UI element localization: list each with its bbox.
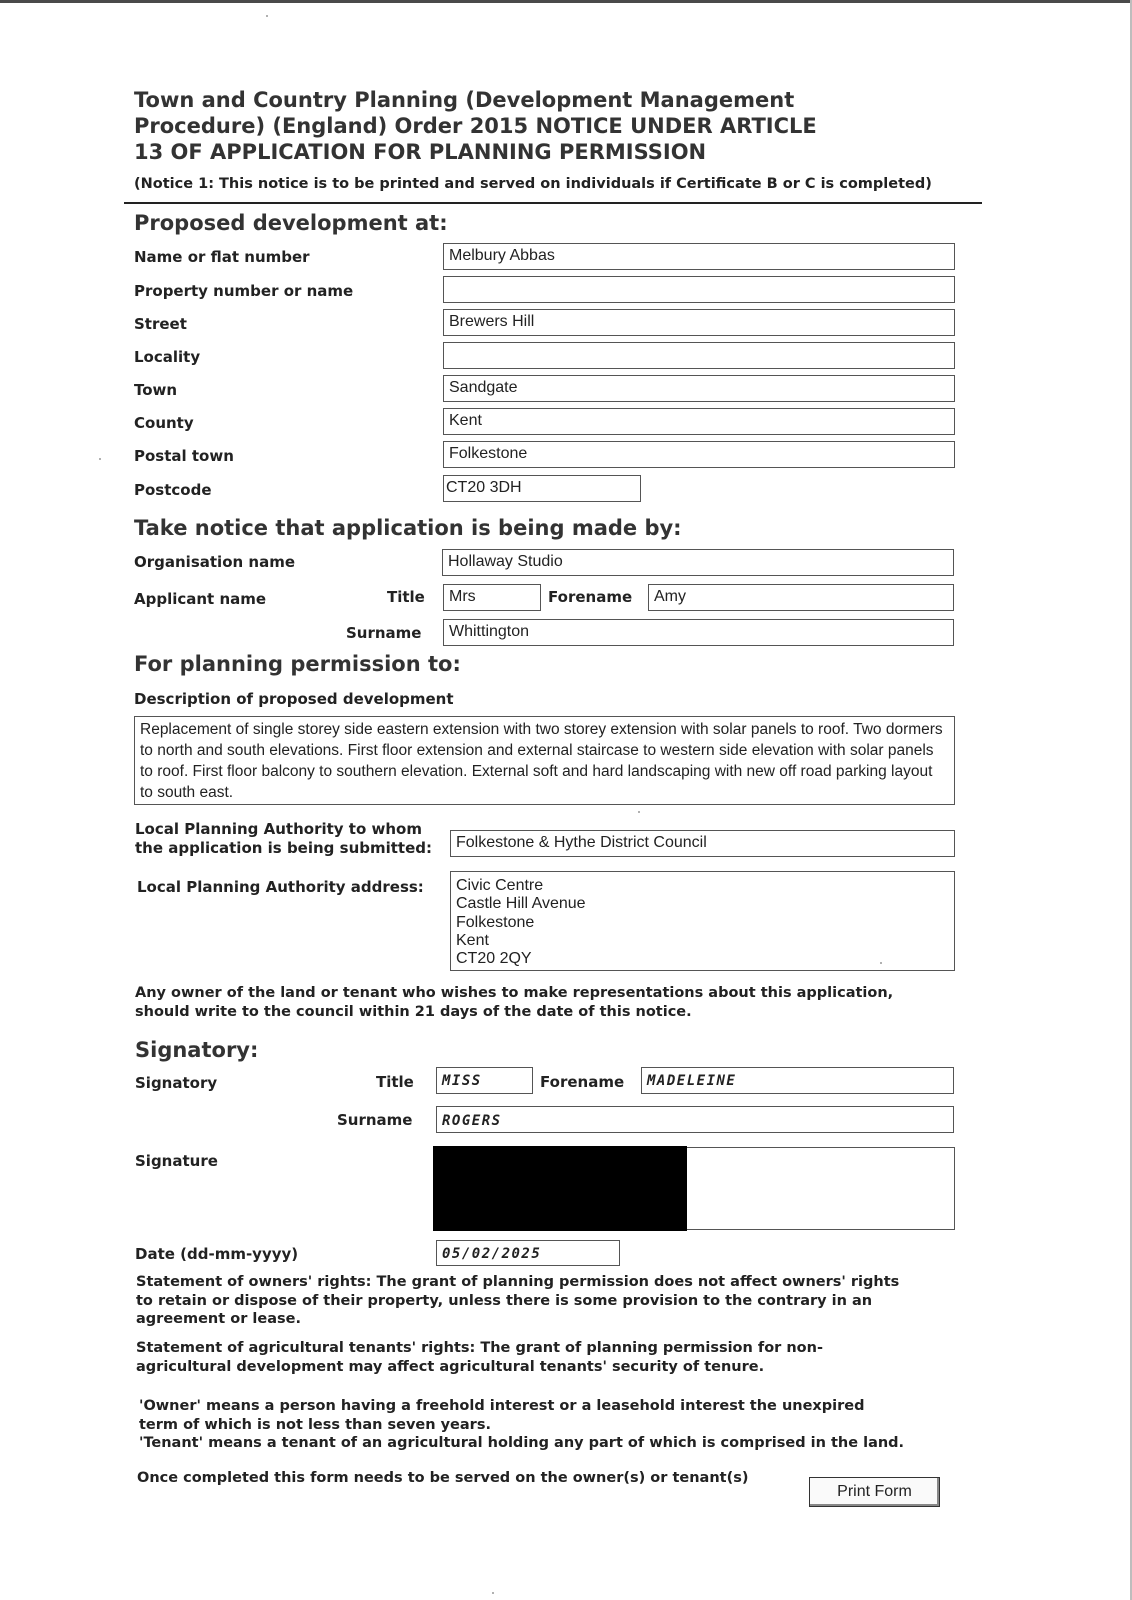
date-field[interactable]: 05/02/2025 bbox=[436, 1240, 620, 1266]
signatory-surname-field[interactable]: ROGERS bbox=[436, 1106, 954, 1133]
representations-line-2: should write to the council within 21 days of the date of this notice. bbox=[135, 1003, 692, 1020]
owners-rights-line-3: agreement or lease. bbox=[136, 1311, 301, 1327]
town-field[interactable]: Sandgate bbox=[443, 375, 955, 402]
applicant-surname-label: Surname bbox=[346, 624, 422, 642]
representations-text bbox=[135, 984, 893, 1021]
lpa-address-line-3: Folkestone bbox=[456, 913, 535, 931]
signature-redaction bbox=[433, 1146, 687, 1231]
lpa-address-line-2: Castle Hill Avenue bbox=[456, 895, 586, 913]
applicant-name-label: Applicant name bbox=[134, 590, 267, 608]
signatory-surname-label: Surname bbox=[337, 1111, 413, 1129]
form-title bbox=[134, 87, 954, 165]
scan-speck bbox=[492, 1592, 494, 1594]
title-line-1: Town and Country Planning (Development Management bbox=[134, 88, 795, 112]
signature-label: Signature bbox=[135, 1152, 218, 1170]
tenants-rights-statement bbox=[136, 1339, 823, 1376]
tenant-definition: 'Tenant' means a tenant of an agricultural holding any part of which is comprised in the land. bbox=[139, 1435, 905, 1451]
date-label: Date (dd-mm-yyyy) bbox=[135, 1245, 299, 1263]
postcode-label: Postcode bbox=[134, 481, 212, 499]
applicant-heading: Take notice that application is being made by: bbox=[134, 516, 682, 540]
scan-edge-top bbox=[0, 0, 1132, 3]
organisation-label: Organisation name bbox=[134, 553, 296, 571]
representations-line-1: Any owner of the land or tenant who wishes to make representations about this application, bbox=[135, 985, 894, 1001]
name-or-flat-label: Name or flat number bbox=[134, 248, 310, 266]
street-field[interactable]: Brewers Hill bbox=[443, 309, 955, 336]
lpa-field[interactable]: Folkestone & Hythe District Council bbox=[450, 830, 955, 857]
applicant-forename-field[interactable]: Amy bbox=[648, 584, 954, 611]
property-number-label: Property number or name bbox=[134, 282, 354, 300]
signatory-forename-label: Forename bbox=[540, 1073, 625, 1091]
description-label: Description of proposed development bbox=[134, 690, 454, 708]
owners-rights-line-2: to retain or dispose of their property, unless there is some provision to the contrary in an bbox=[136, 1292, 873, 1309]
owner-definition-line-1: 'Owner' means a person having a freehold interest or a leasehold interest the unexpired bbox=[139, 1398, 865, 1414]
locality-field[interactable] bbox=[443, 342, 955, 369]
title-line-2: Procedure) (England) Order 2015 NOTICE UNDER ARTICLE bbox=[134, 114, 817, 138]
postal-town-label: Postal town bbox=[134, 447, 234, 465]
county-field[interactable]: Kent bbox=[443, 408, 955, 435]
scan-speck bbox=[99, 458, 101, 460]
lpa-address-field[interactable] bbox=[450, 871, 955, 971]
owners-rights-line-1: Statement of owners' rights: The grant of planning permission does not affect owners' rights bbox=[136, 1274, 900, 1290]
signatory-heading: Signatory: bbox=[135, 1038, 259, 1062]
lpa-address-line-5: CT20 2QY bbox=[456, 950, 532, 968]
property-number-field[interactable] bbox=[443, 276, 955, 303]
lpa-address-line-1: Civic Centre bbox=[456, 877, 544, 894]
applicant-title-field[interactable]: Mrs bbox=[443, 584, 541, 611]
lpa-address-label: Local Planning Authority address: bbox=[137, 878, 424, 896]
county-label: County bbox=[134, 414, 194, 432]
applicant-forename-label: Forename bbox=[548, 588, 633, 606]
locality-label: Locality bbox=[134, 348, 201, 366]
lpa-address-line-4: Kent bbox=[456, 931, 489, 949]
title-line-3: 13 OF APPLICATION FOR PLANNING PERMISSION bbox=[134, 140, 707, 164]
applicant-surname-field[interactable]: Whittington bbox=[443, 619, 954, 646]
permission-heading: For planning permission to: bbox=[134, 652, 461, 676]
owner-definition-line-2: term of which is not less than seven years. bbox=[139, 1416, 491, 1433]
scan-speck bbox=[266, 15, 268, 17]
lpa-label bbox=[135, 820, 432, 858]
tenants-rights-line-2: agricultural development may affect agricultural tenants' security of tenure. bbox=[136, 1358, 765, 1375]
scan-speck bbox=[880, 962, 882, 964]
proposed-development-heading: Proposed development at: bbox=[134, 211, 448, 235]
tenants-rights-line-1: Statement of agricultural tenants' rights: The grant of planning permission for non- bbox=[136, 1340, 823, 1356]
signatory-title-field[interactable]: MISS bbox=[436, 1067, 533, 1094]
organisation-field[interactable]: Hollaway Studio bbox=[442, 549, 954, 576]
signatory-forename-field[interactable]: MADELEINE bbox=[641, 1067, 954, 1094]
signatory-title-label: Title bbox=[376, 1073, 414, 1091]
served-instruction: Once completed this form needs to be served on the owner(s) or tenant(s) bbox=[137, 1470, 749, 1486]
print-form-button[interactable]: Print Form bbox=[809, 1477, 940, 1507]
description-field[interactable]: Replacement of single storey side eastern extension with two storey extension with solar panels to roof. Two dormers to north and south elevations. First floor extension and external staircase to western side elevation with solar panels to roof. First floor balcony to southern elevation. External soft and hard landscaping with new off road parking layout to south east. bbox=[134, 716, 955, 805]
notice-subtitle: (Notice 1: This notice is to be printed and served on individuals if Certificate B or C is completed) bbox=[134, 176, 932, 192]
street-label: Street bbox=[134, 315, 187, 333]
applicant-title-label: Title bbox=[387, 588, 425, 606]
owners-rights-statement bbox=[136, 1273, 899, 1329]
name-or-flat-field[interactable]: Melbury Abbas bbox=[443, 243, 955, 270]
lpa-label-line-2: the application is being submitted: bbox=[135, 839, 433, 857]
lpa-label-line-1: Local Planning Authority to whom bbox=[135, 820, 422, 838]
scan-speck bbox=[638, 811, 640, 813]
postcode-field[interactable]: CT20 3DH bbox=[443, 475, 641, 502]
definitions bbox=[139, 1397, 904, 1453]
postal-town-field[interactable]: Folkestone bbox=[443, 441, 955, 468]
header-divider bbox=[124, 202, 982, 204]
signatory-label: Signatory bbox=[135, 1074, 218, 1092]
town-label: Town bbox=[134, 381, 178, 399]
